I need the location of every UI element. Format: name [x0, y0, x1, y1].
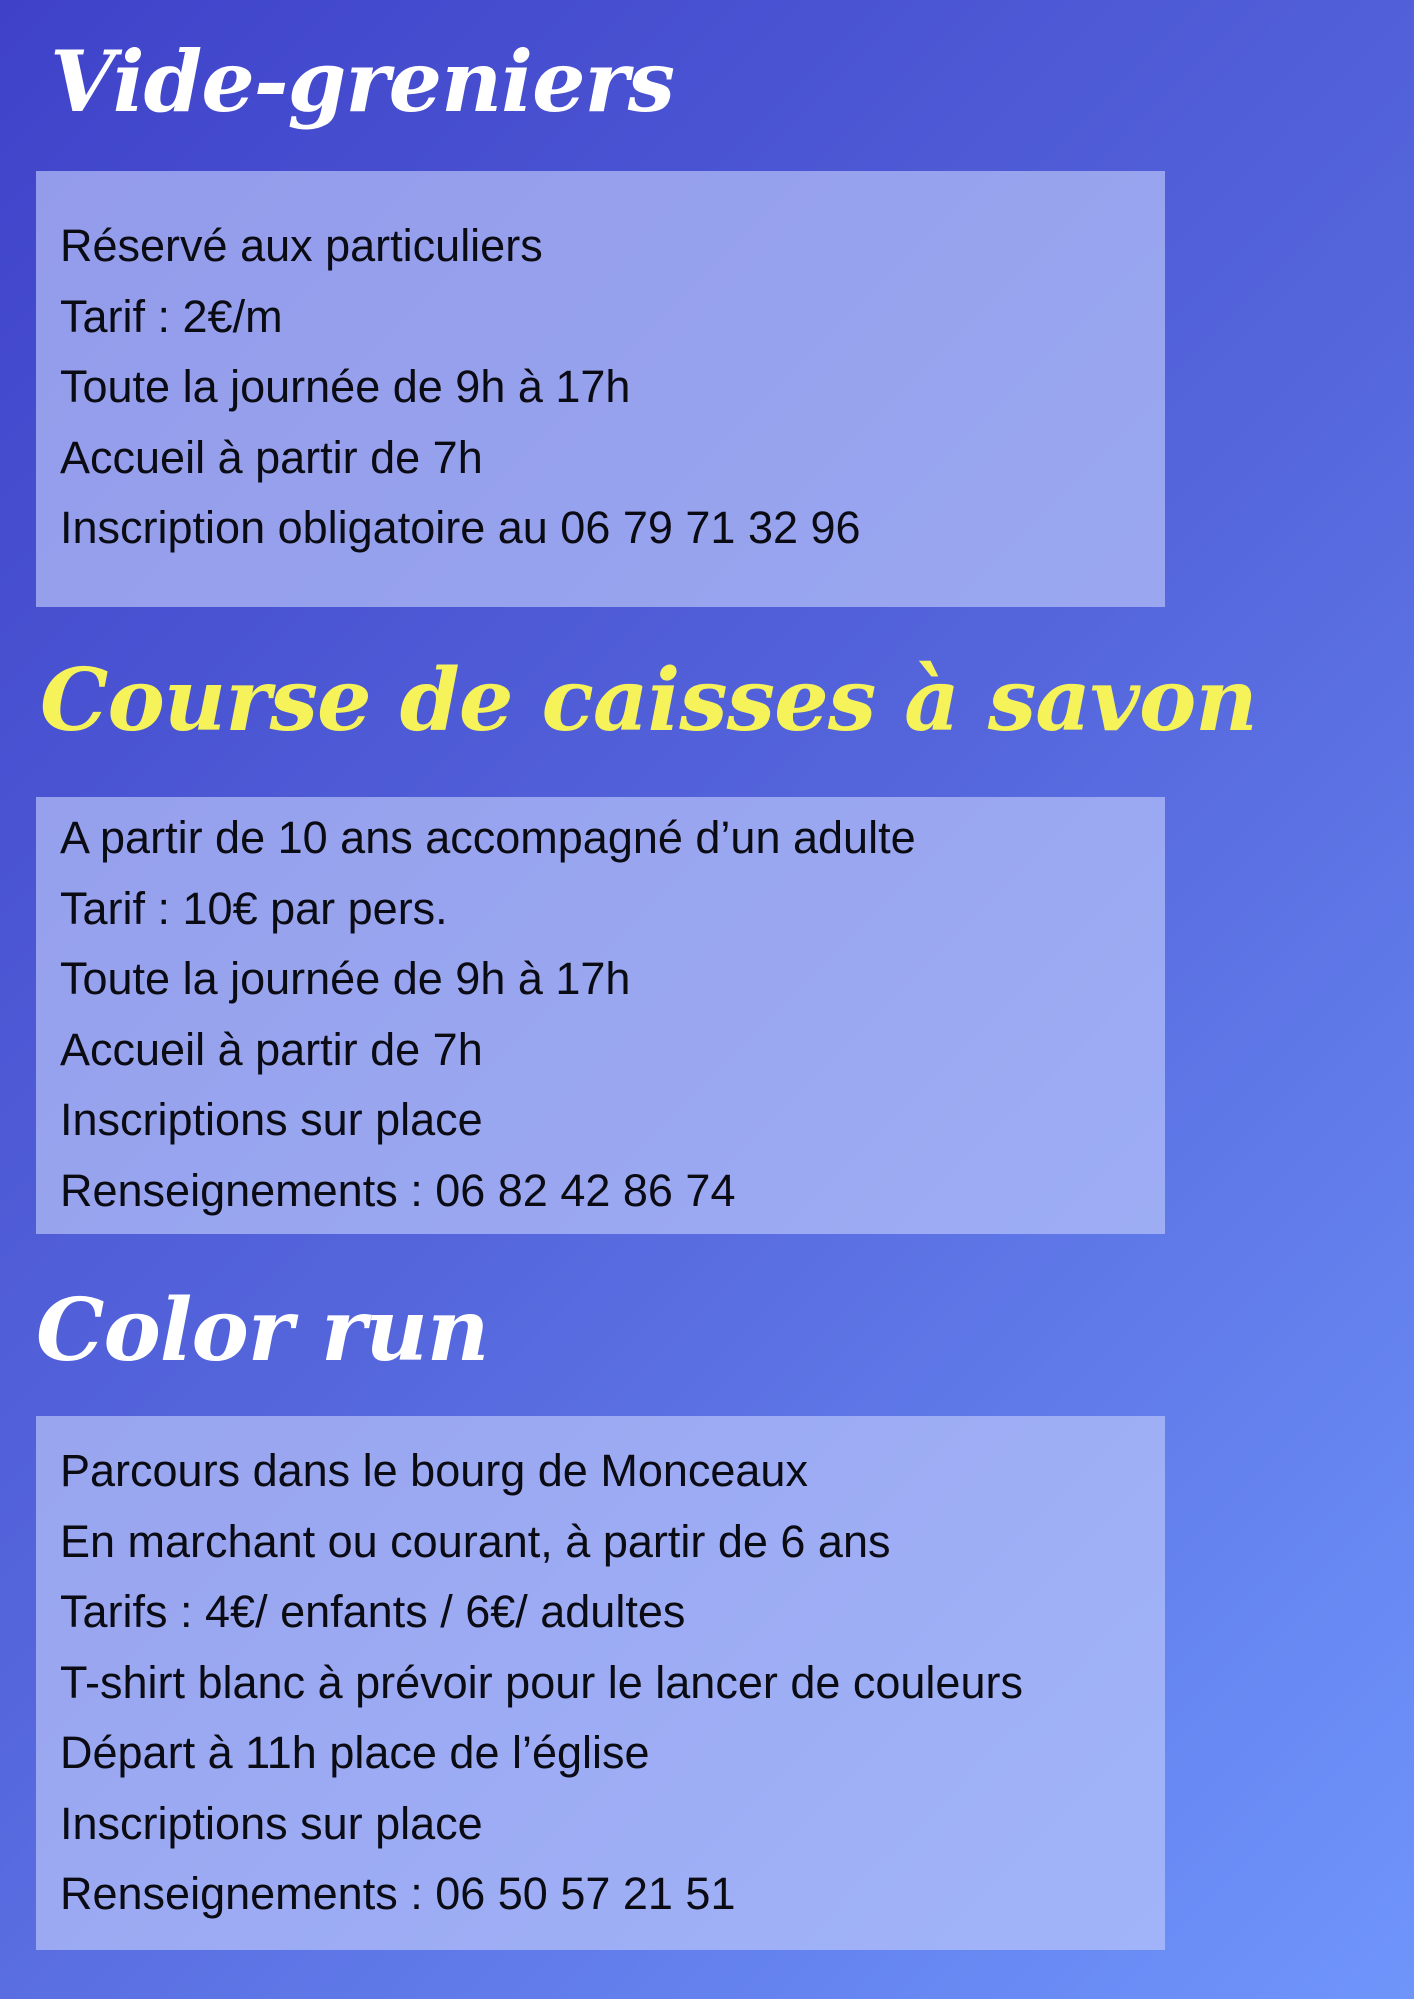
info-line: Tarif : 2€/m [60, 290, 283, 342]
info-line: Accueil à partir de 7h [60, 431, 483, 483]
info-line: Renseignements : 06 82 42 86 74 [60, 1164, 736, 1216]
course-caisses-savon-info-box [36, 797, 1165, 1234]
course-caisses-savon-title: Course de caisses à savon [40, 650, 1257, 751]
info-line: Inscriptions sur place [60, 1797, 483, 1849]
info-line: Inscriptions sur place [60, 1094, 483, 1145]
info-line: Tarif : 10€ par pers. [60, 882, 448, 934]
info-line: Toute la journée de 9h à 17h [60, 361, 631, 412]
info-line: Renseignements : 06 50 57 21 51 [60, 1868, 736, 1919]
info-line: T-shirt blanc à prévoir pour le lancer de couleurs [60, 1656, 1023, 1708]
info-line: Toute la journée de 9h à 17h [60, 953, 631, 1004]
vide-greniers-info-box [36, 171, 1165, 607]
color-run-title: Color run [36, 1280, 489, 1381]
vide-greniers-title: Vide-greniers [50, 32, 675, 131]
info-line: Départ à 11h place de l’église [60, 1727, 650, 1778]
info-line: Réservé aux particuliers [60, 220, 543, 271]
info-line: Tarifs : 4€/ enfants / 6€/ adultes [60, 1586, 686, 1637]
info-line: Inscription obligatoire au 06 79 71 32 96 [60, 502, 861, 553]
info-line: A partir de 10 ans accompagné d’un adulte [60, 812, 916, 863]
info-line: En marchant ou courant, à partir de 6 ans [60, 1515, 891, 1567]
info-line: Parcours dans le bourg de Monceaux [60, 1445, 808, 1496]
color-run-info-box [36, 1416, 1165, 1950]
info-line: Accueil à partir de 7h [60, 1023, 483, 1075]
